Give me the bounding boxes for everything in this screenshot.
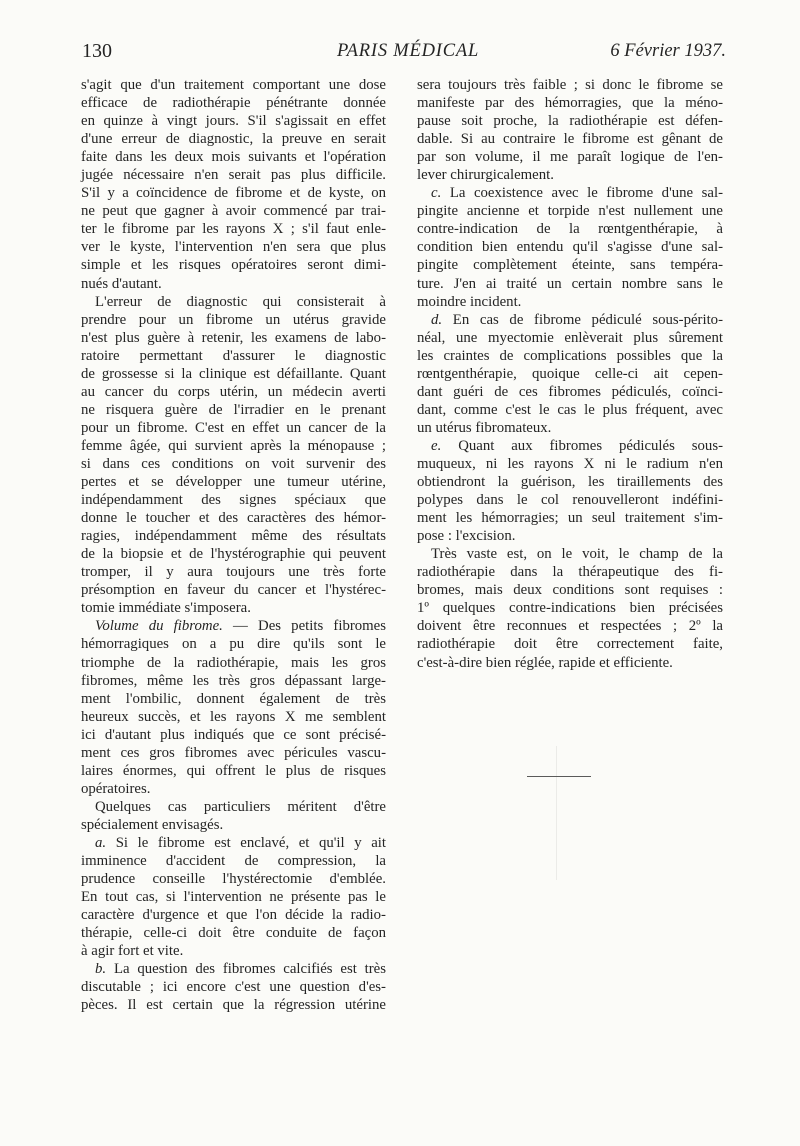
text-line <box>81 329 386 347</box>
text-line <box>81 94 386 112</box>
text-line <box>81 166 386 184</box>
text-line <box>81 347 386 365</box>
text-line <box>81 942 386 960</box>
line-text: indépendamment des signes spéciaux que <box>81 492 386 509</box>
labeled-paragraph <box>417 311 723 437</box>
line-text: Très vaste est, on le voit, le champ de la <box>431 546 723 563</box>
text-line <box>81 726 386 744</box>
text-line <box>81 238 386 256</box>
line-text: dant, comme c'est le cas le plus fréquent, avec <box>417 401 723 418</box>
text-line <box>417 311 723 329</box>
line-text: moindre incident. <box>417 293 522 310</box>
line-text: hémorragiques on a pu dire qu'ils sont le <box>81 636 386 653</box>
line-text: ne peut que gagner à avoir commencé par trai- <box>81 203 386 220</box>
running-header <box>80 38 726 64</box>
line-text: Quelques cas particuliers méritent d'être <box>95 798 386 815</box>
text-line <box>417 527 723 545</box>
line-text: par son volume, il me paraît logique de l'en- <box>417 149 723 166</box>
line-text: bromes, mais deux conditions sont requises : <box>417 582 723 599</box>
text-line <box>81 581 386 599</box>
text-line <box>417 437 723 455</box>
text-line <box>417 130 723 148</box>
text-column <box>417 76 723 672</box>
text-line <box>417 238 723 256</box>
text-line <box>81 780 386 798</box>
text-line <box>417 599 723 617</box>
text-line <box>417 220 723 238</box>
line-text: doivent être reconnues et respectées ; 2º la <box>417 618 723 635</box>
section-separator-rule <box>527 776 591 777</box>
text-line <box>81 563 386 581</box>
text-line <box>81 491 386 509</box>
line-text: de la biopsie et de l'hystérographie qui peuvent <box>81 546 386 563</box>
labeled-paragraph <box>81 834 386 960</box>
line-text: spécialement envisagés. <box>81 816 224 833</box>
text-line <box>81 184 386 202</box>
line-text: ment l'ombilic, donnent également de très <box>81 690 386 707</box>
text-line <box>81 996 386 1014</box>
text-line <box>81 383 386 401</box>
text-line <box>81 148 386 166</box>
line-text: s'agit que d'un traitement comportant une dose <box>81 77 386 93</box>
line-text: 1º quelques contre-indications bien précisées <box>417 600 723 617</box>
labeled-paragraph <box>81 960 386 1014</box>
line-text: S'il y a coïncidence de fibrome et de kyste, on <box>81 185 386 202</box>
paragraph <box>417 545 723 671</box>
text-line <box>81 635 386 653</box>
text-line <box>81 437 386 455</box>
line-text: pingite ancienne et torpide n'est nullement une <box>417 203 723 220</box>
text-line <box>81 654 386 672</box>
line-text: ter le fibrome par les rayons X ; s'il faut enle- <box>81 221 386 238</box>
line-text: simple et les risques opératoires seront dimi- <box>81 257 386 274</box>
text-line <box>417 617 723 635</box>
line-text: pose : l'excision. <box>417 528 516 545</box>
line-text: contre-indication de la rœntgenthérapie, à <box>417 221 723 238</box>
text-line <box>417 148 723 166</box>
text-line <box>417 76 723 94</box>
text-line <box>417 455 723 473</box>
line-text: c'est-à-dire bien réglée, rapide et efficiente. <box>417 654 673 671</box>
paragraph-label: d. <box>431 311 443 328</box>
line-text: au cancer du corps utérin, un médecin averti <box>81 383 386 400</box>
line-text: néal, une myectomie enlèverait plus sûrement <box>417 329 723 346</box>
line-text: En tout cas, si l'intervention ne présente pas le <box>81 889 386 906</box>
labeled-paragraph <box>417 437 723 545</box>
text-line <box>81 870 386 888</box>
paragraph <box>417 76 723 184</box>
line-text: à agir fort et vite. <box>81 943 184 960</box>
line-text: nués d'autant. <box>81 275 162 292</box>
text-line <box>417 509 723 527</box>
line-text: les craintes de complications possibles que la <box>417 347 723 364</box>
line-text: de grossesse si la clinique est défaillante. Quant <box>81 365 386 382</box>
text-line <box>81 419 386 437</box>
text-line <box>81 708 386 726</box>
line-text: tomie immédiate s'imposera. <box>81 600 251 617</box>
text-line <box>417 166 723 184</box>
text-line <box>81 509 386 527</box>
text-line <box>417 94 723 112</box>
line-text: obtiendront la guérison, les tiraillements des <box>417 474 723 491</box>
paragraph <box>81 76 386 293</box>
text-line <box>81 744 386 762</box>
paragraph <box>81 798 386 834</box>
text-line <box>81 762 386 780</box>
text-line <box>81 852 386 870</box>
journal-title: PARIS MÉDICAL <box>336 41 480 61</box>
text-line <box>417 419 723 437</box>
line-text: pèces. Il est certain que la régression utérine <box>81 997 386 1014</box>
text-line <box>417 401 723 419</box>
line-text: — Des petits fibromes <box>233 618 387 635</box>
text-line <box>417 473 723 491</box>
line-text: ture. J'en ai traité un certain nombre sans le <box>417 275 723 292</box>
line-text: un utérus fibromateux. <box>417 419 552 436</box>
line-text: La coexistence avec le fibrome d'une sal- <box>449 185 723 202</box>
text-line <box>81 672 386 690</box>
paragraph-label: Volume du fibrome. <box>95 618 223 635</box>
text-line <box>417 545 723 563</box>
line-text: femme âgée, qui survient après la ménopause ; <box>81 437 386 454</box>
text-line <box>81 401 386 419</box>
line-text: heureux succès, et les rayons X me semblent <box>81 708 386 725</box>
text-line <box>417 293 723 311</box>
line-text: laires énormes, qui offrent le plus de risques <box>81 762 386 779</box>
line-text: ment ces gros fibromes avec péricules vascu- <box>81 744 386 761</box>
text-line <box>81 978 386 996</box>
line-text: dable. Si au contraire le fibrome est gênant de <box>417 131 723 148</box>
text-column <box>81 76 386 1014</box>
scan-artifact-line <box>556 746 557 880</box>
text-line <box>81 220 386 238</box>
line-text: présomption en faveur du cancer et l'hystérec- <box>81 582 386 599</box>
text-line <box>81 455 386 473</box>
line-text: d'une erreur de diagnostic, la preuve en serait <box>81 131 386 148</box>
paragraph-label: b. <box>95 961 107 978</box>
text-line <box>81 888 386 906</box>
text-line <box>81 365 386 383</box>
line-text: donne le toucher et des caractères des hémor- <box>81 510 386 527</box>
line-text: manifeste par des hémorragies, que la méno- <box>417 95 723 112</box>
line-text: En cas de fibrome pédiculé sous-périto- <box>452 311 724 328</box>
line-text: ici d'autant plus indiqués que ce sont précisé- <box>81 726 386 743</box>
line-text: opératoires. <box>81 780 151 797</box>
line-text: n'est plus guère à retenir, les examens de labo- <box>81 329 386 346</box>
line-text: muqueux, ni les rayons X ni le radium n'en <box>417 455 723 472</box>
paragraph-label: a. <box>95 834 107 851</box>
line-text: condition bien entendu qu'il s'agisse d'une sal- <box>417 239 723 256</box>
text-line <box>417 347 723 365</box>
text-line <box>81 816 386 834</box>
text-line <box>417 635 723 653</box>
text-line <box>417 329 723 347</box>
text-line <box>81 202 386 220</box>
text-line <box>81 130 386 148</box>
text-line <box>81 798 386 816</box>
line-text: polypes dans le col renouvelleront indéfini- <box>417 492 723 509</box>
labeled-paragraph <box>417 184 723 310</box>
text-line <box>417 383 723 401</box>
text-line <box>81 690 386 708</box>
line-text: thérapie, celle-ci doit être conduite de façon <box>81 925 386 942</box>
paragraph <box>81 293 386 618</box>
text-line <box>81 311 386 329</box>
line-text: si dans ces conditions on voit survenir des <box>81 455 386 472</box>
line-text: Quant aux fibromes pédiculés sous- <box>458 437 724 454</box>
text-line <box>81 960 386 978</box>
text-line <box>417 256 723 274</box>
line-text: tromper, il y aura toujours une très forte <box>81 564 386 581</box>
line-text: ratoire permettant d'assurer le diagnostic <box>81 347 386 364</box>
line-text: La question des fibromes calcifiés est très <box>113 961 387 978</box>
line-text: radiothérapie dans la thérapeutique des fi- <box>417 564 723 581</box>
text-line <box>81 834 386 852</box>
line-text: jugée nécessaire n'en serait pas plus difficile. <box>81 167 386 184</box>
text-line <box>417 563 723 581</box>
labeled-paragraph <box>81 617 386 797</box>
line-text: ver le kyste, l'intervention n'en sera que plus <box>81 239 386 256</box>
line-text: radiothérapie doit être correctement faite, <box>417 636 723 653</box>
line-text: lever chirurgicalement. <box>417 167 554 184</box>
line-text: Si le fibrome est enclavé, et qu'il y ait <box>115 834 386 851</box>
text-line <box>81 293 386 311</box>
text-line <box>417 202 723 220</box>
paragraph-label: e. <box>431 437 442 454</box>
text-line <box>81 924 386 942</box>
text-line <box>81 473 386 491</box>
text-line <box>81 275 386 293</box>
line-text: imminence d'accident de compression, la <box>81 853 386 870</box>
line-text: en quinze à vingt jours. S'il s'agissait en effet <box>81 113 386 130</box>
line-text: ment les hémorragies; un seul traitement s'im- <box>417 510 723 527</box>
line-text: discutable ; ici encore c'est une question d'es- <box>81 979 386 996</box>
line-text: L'erreur de diagnostic qui consisterait à <box>95 293 386 310</box>
line-text: pour un fibrome. C'est en effet un cancer de la <box>81 419 386 436</box>
line-text: pause soit proche, la radiothérapie est défen- <box>417 113 723 130</box>
text-line <box>81 76 386 94</box>
text-line <box>417 581 723 599</box>
line-text: pertes et se développer une tumeur utérine, <box>81 474 386 491</box>
text-line <box>81 545 386 563</box>
text-line <box>417 275 723 293</box>
page-number: 130 <box>82 40 112 62</box>
text-line <box>417 654 723 672</box>
text-line <box>417 365 723 383</box>
line-text: ragies, indépendamment même des résultats <box>81 528 386 545</box>
text-line <box>417 491 723 509</box>
line-text: dant guéri de ces fibromes pédiculés, coïnci- <box>417 383 723 400</box>
text-line <box>417 112 723 130</box>
line-text: sera toujours très faible ; si donc le fibrome se <box>417 77 723 93</box>
line-text: triomphe de la radiothérapie, mais les gros <box>81 654 386 671</box>
line-text: efficace de radiothérapie pénétrante donnée <box>81 95 386 112</box>
text-line <box>417 184 723 202</box>
line-text: caractère d'urgence et que l'on décide la radio- <box>81 907 386 924</box>
issue-date: 6 Février 1937. <box>610 41 726 61</box>
text-line <box>81 527 386 545</box>
line-text: faite dans les deux mois suivants et l'opération <box>81 149 386 166</box>
line-text: prudence conseille l'hystérectomie d'emblée. <box>81 871 386 888</box>
line-text: pingite complètement éteinte, sans tempéra- <box>417 257 723 274</box>
line-text: prendre pour un fibrome un utérus gravide <box>81 311 386 328</box>
paragraph-label: c. <box>431 185 442 202</box>
text-line <box>81 112 386 130</box>
text-line <box>81 617 386 635</box>
line-text: ne risquera guère de l'irradier en le prenant <box>81 401 386 418</box>
line-text: rœntgenthérapie, quoique celle-ci ait cepen- <box>417 365 723 382</box>
text-line <box>81 906 386 924</box>
line-text: fibromes, même les très gros dépassant large- <box>81 672 386 689</box>
text-line <box>81 599 386 617</box>
text-line <box>81 256 386 274</box>
